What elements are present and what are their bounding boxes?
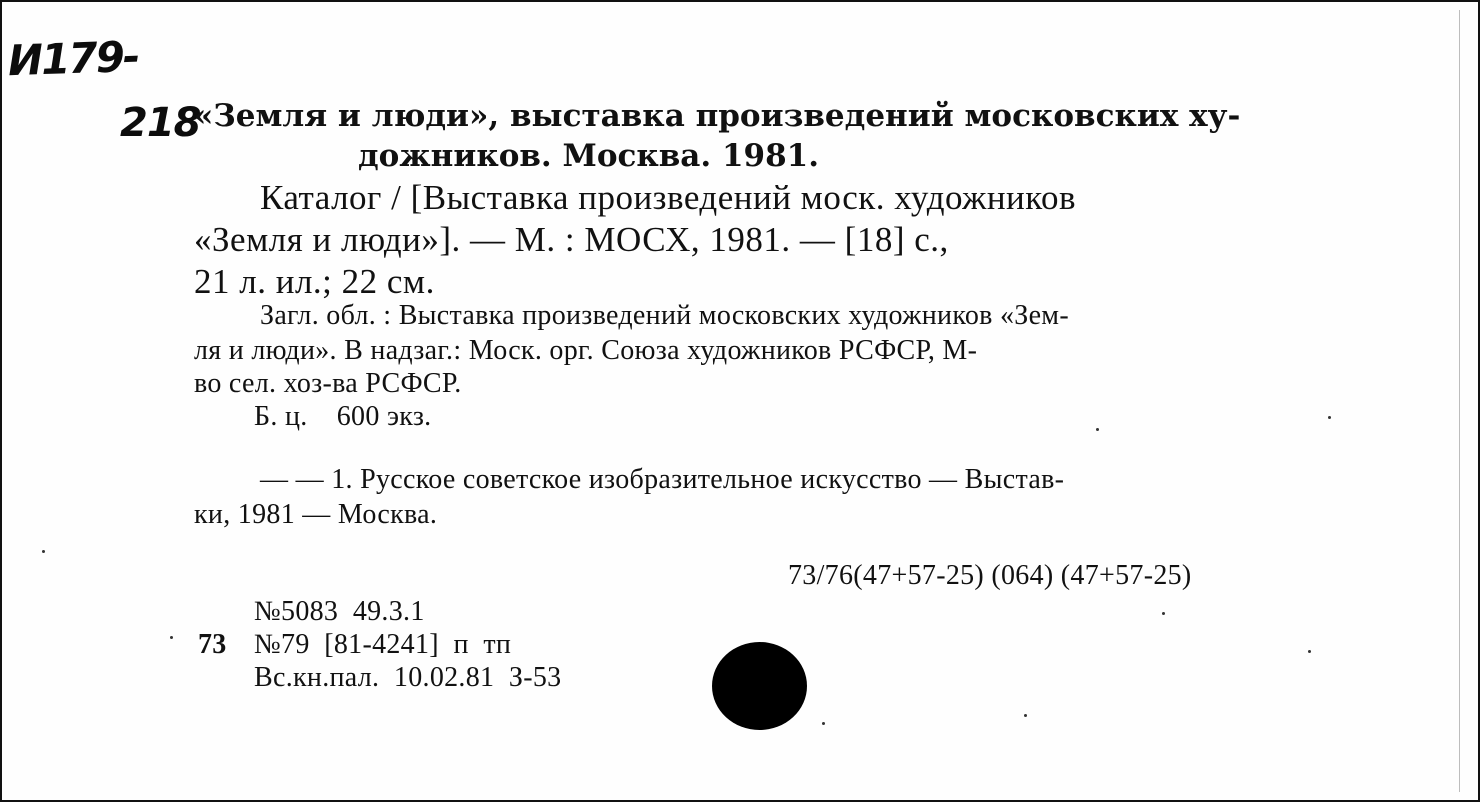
- footer-line2-prefix: 73: [198, 629, 227, 660]
- subjects-line2: ки, 1981 — Москва.: [194, 499, 438, 530]
- footer-line3: Вс.кн.пал. 10.02.81 З-53: [254, 662, 562, 693]
- notes-line2: ля и люди». В надзаг.: Моск. орг. Союза художников РСФСР, М-: [194, 335, 978, 366]
- footer-line2: №79 [81-4241] п тп: [254, 629, 512, 660]
- footer-line1: №5083 49.3.1: [254, 596, 425, 627]
- speck: [1308, 650, 1311, 653]
- heading-line2: дожников. Москва. 1981.: [358, 138, 820, 174]
- speck: [1096, 428, 1099, 431]
- description-line3: 21 л. ил.; 22 см.: [194, 262, 435, 301]
- notes-line3: во сел. хоз-ва РСФСР.: [194, 368, 462, 399]
- speck: [822, 722, 825, 725]
- speck: [1162, 612, 1165, 615]
- speck: [170, 636, 173, 639]
- call-number-line1: И179-: [7, 31, 140, 86]
- punch-hole-mark: [712, 642, 807, 730]
- heading-line1: «Земля и люди», выставка произведений московских ху-: [194, 98, 1241, 134]
- call-number-line2: 218: [120, 100, 201, 146]
- description-line2: «Земля и люди»]. — М. : МОСХ, 1981. — [18] с.,: [194, 220, 949, 259]
- card-edge-line: [1459, 10, 1460, 792]
- speck: [1024, 714, 1027, 717]
- description-line1: Каталог / [Выставка произведений моск. художников: [260, 178, 1077, 217]
- speck: [42, 550, 45, 553]
- notes-line1: Загл. обл. : Выставка произведений московских художников «Зем-: [260, 300, 1069, 331]
- price-line: Б. ц. 600 экз.: [254, 401, 432, 432]
- subjects-line1: — — 1. Русское советское изобразительное искусство — Выстав-: [260, 464, 1065, 495]
- classification-index: 73/76(47+57-25) (064) (47+57-25): [788, 560, 1192, 591]
- speck: [1328, 416, 1331, 419]
